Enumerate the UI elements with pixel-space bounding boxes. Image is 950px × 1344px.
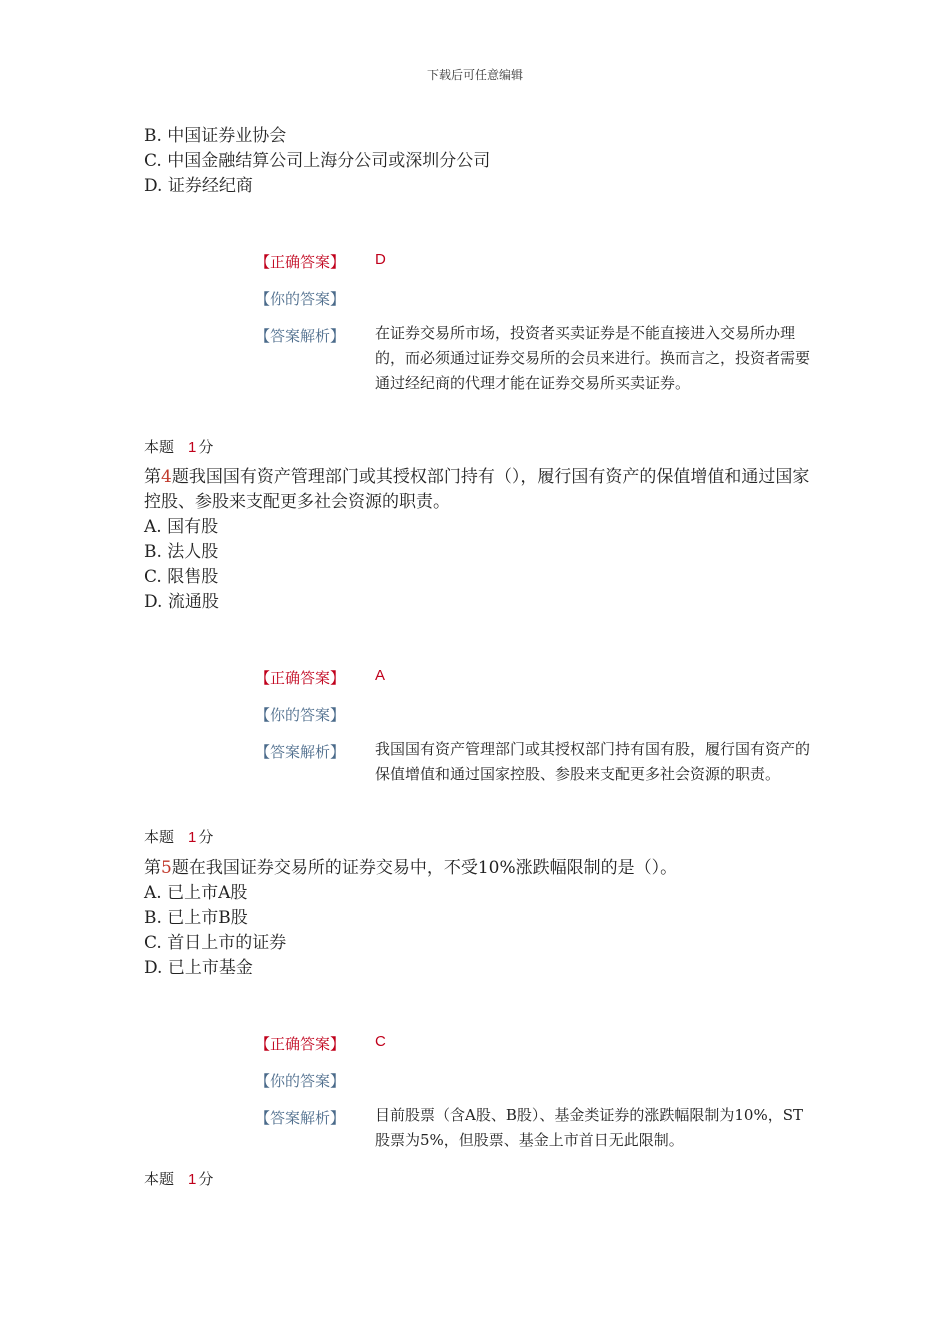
score-prefix: 本题 <box>144 438 175 456</box>
q3-correct-label: 【正确答案】 <box>255 253 346 271</box>
q5-option-d: D. 已上市基金 <box>144 958 253 978</box>
q5-correct-answer: C <box>375 1033 386 1050</box>
q4-prefix: 第 <box>144 467 161 487</box>
q4-your-answer-label: 【你的答案】 <box>255 706 346 724</box>
q5-question <box>144 856 814 881</box>
q3-explanation: 在证券交易所市场，投资者买卖证券是不能直接进入交易所办理的，而必须通过证券交易所的会员来进行。换而言之，投资者需要通过经纪商的代理才能在证券交易所买卖证券。 <box>375 324 811 392</box>
q4-explanation: 我国国有资产管理部门或其授权部门持有国有股，履行国有资产的保值增值和通过国家控股、参股来支配更多社会资源的职责。 <box>375 740 811 783</box>
score-prefix: 本题 <box>144 828 175 846</box>
q4-correct-answer: A <box>375 667 386 684</box>
q5-option-b: B. 已上市B股 <box>144 908 248 928</box>
q5-number: 5 <box>161 858 172 878</box>
q4-correct-label: 【正确答案】 <box>255 669 346 687</box>
q4-option-b: B. 法人股 <box>144 542 219 562</box>
score-unit: 分 <box>198 828 214 846</box>
q5-prefix: 第 <box>144 858 161 878</box>
q5-option-c: C. 首日上市的证券 <box>144 933 287 953</box>
q3-option-b: B. 中国证券业协会 <box>144 126 287 146</box>
q4-score <box>144 826 213 847</box>
q3-correct-answer: D <box>375 251 386 268</box>
q3-explanation-label: 【答案解析】 <box>255 327 346 345</box>
q5-explanation: 目前股票（含A股、B股）、基金类证券的涨跌幅限制为10%，ST股票为5%，但股票、基金上市首日无此限制。 <box>375 1106 803 1149</box>
q3-option-d: D. 证券经纪商 <box>144 176 253 196</box>
q4-option-a: A. 国有股 <box>144 517 219 537</box>
q4-option-c: C. 限售股 <box>144 567 219 587</box>
score-value: 1 <box>188 829 197 846</box>
q5-your-answer-label: 【你的答案】 <box>255 1072 346 1090</box>
q4-number: 4 <box>161 467 172 487</box>
q3-option-c: C. 中国金融结算公司上海分公司或深圳分公司 <box>144 151 491 171</box>
score-value: 1 <box>188 439 197 456</box>
score-unit: 分 <box>198 438 214 456</box>
score-unit: 分 <box>198 1170 214 1188</box>
score-value: 1 <box>188 1171 197 1188</box>
page-header: 下载后可任意编辑 <box>426 68 523 82</box>
q3-score <box>144 436 213 457</box>
q4-question <box>144 465 814 515</box>
score-prefix: 本题 <box>144 1170 175 1188</box>
q3-your-answer-label: 【你的答案】 <box>255 290 346 308</box>
q5-score <box>144 1168 213 1189</box>
q4-option-d: D. 流通股 <box>144 592 219 612</box>
q5-explanation-label: 【答案解析】 <box>255 1109 346 1127</box>
q5-text: 题在我国证券交易所的证券交易中，不受10%涨跌幅限制的是（）。 <box>171 858 678 878</box>
q5-option-a: A. 已上市A股 <box>144 883 248 903</box>
q4-explanation-label: 【答案解析】 <box>255 743 346 761</box>
q5-correct-label: 【正确答案】 <box>255 1035 346 1053</box>
q4-text: 题我国国有资产管理部门或其授权部门持有（），履行国有资产的保值增值和通过国家控股、参股来支配更多社会资源的职责。 <box>144 467 810 512</box>
